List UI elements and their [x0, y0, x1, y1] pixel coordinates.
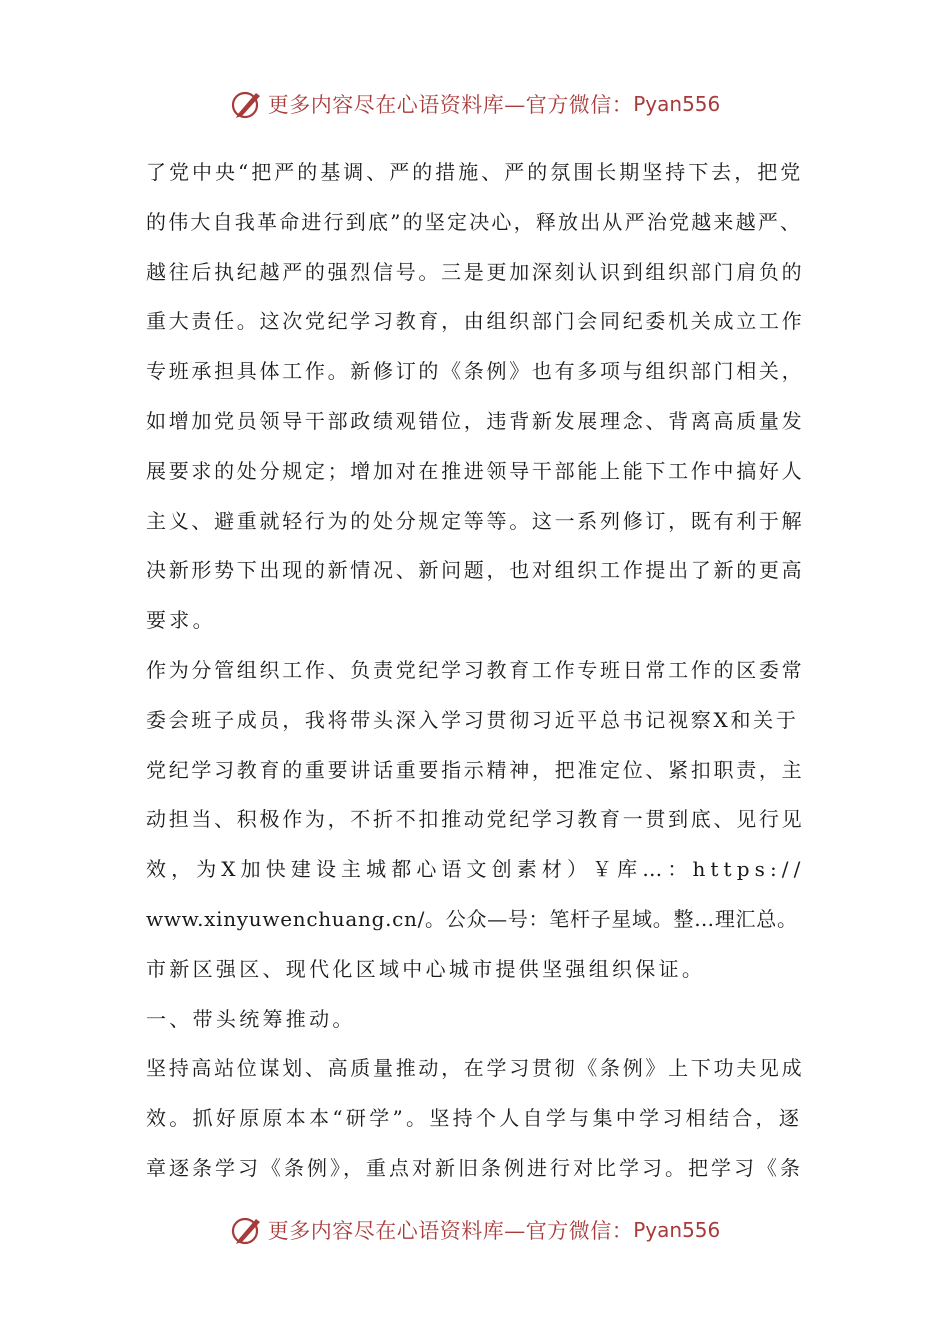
- text-line: 决新形势下出现的新情况、新问题，也对组织工作提出了新的更高: [146, 558, 805, 583]
- text-line: 展要求的处分规定；增加对在推进领导干部能上能下工作中搞好人: [146, 458, 805, 483]
- text-line: 要求。: [146, 608, 216, 633]
- text-line: 委会班子成员，我将带头深入学习贯彻习近平总书记视察X和关于: [146, 707, 799, 732]
- text-line: 章逐条学习《条例》，重点对新旧条例进行对比学习。把学习《条: [146, 1155, 803, 1180]
- text-line: 效，为X加快建设主城都心语文创素材）￥库…：https://: [146, 857, 806, 882]
- text-line: 效。抓好原原本本“研学”。坚持个人自学与集中学习相结合，逐: [146, 1106, 803, 1131]
- text-line: 专班承担具体工作。新修订的《条例》也有多项与组织部门相关，: [146, 359, 805, 384]
- text-line: 主义、避重就轻行为的处分规定等等。这一系列修订，既有利于解: [146, 508, 805, 533]
- document-body: [146, 148, 806, 1194]
- pen-logo-icon: [230, 87, 264, 121]
- text-line: 动担当、积极作为，不折不扣推动党纪学习教育一贯到底、见行见: [146, 807, 805, 832]
- pen-logo-icon: [230, 1213, 264, 1247]
- section-heading: 一、带头统筹推动。: [146, 1006, 356, 1031]
- text-line: 重大责任。这次党纪学习教育，由组织部门会同纪委机关成立工作: [146, 309, 805, 334]
- text-line: 了党中央“把严的基调、严的措施、严的氛围长期坚持下去，把党: [146, 160, 804, 184]
- header-watermark-banner: [0, 82, 950, 126]
- banner-text: 更多内容尽在心语资料库—官方微信：: [267, 1219, 634, 1243]
- text-line: 的伟大自我革命进行到底”的坚定决心，释放出从严治党越来越严、: [146, 209, 803, 234]
- text-line: 如增加党员领导干部政绩观错位，违背新发展理念、背离高质量发: [146, 408, 805, 433]
- banner-wechat-id: Pyan556: [633, 1218, 721, 1242]
- text-line: www.xinyuwenchuang.cn/。公众—号：笔杆子星域。整…理汇总。: [146, 906, 798, 931]
- text-line: 党纪学习教育的重要讲话重要指示精神，把准定位、紧扣职责，主: [146, 757, 805, 782]
- text-line: 坚持高站位谋划、高质量推动，在学习贯彻《条例》上下功夫见成: [146, 1056, 805, 1081]
- banner-wechat-id: Pyan556: [633, 92, 721, 116]
- footer-watermark-banner: [0, 1208, 950, 1252]
- text-line: 作为分管组织工作、负责党纪学习教育工作专班日常工作的区委常: [146, 657, 805, 682]
- text-line: 市新区强区、现代化区域中心城市提供坚强组织保证。: [146, 956, 706, 981]
- banner-text: 更多内容尽在心语资料库—官方微信：: [267, 93, 634, 117]
- text-line: 越往后执纪越严的强烈信号。三是更加深刻认识到组织部门肩负的: [146, 259, 805, 284]
